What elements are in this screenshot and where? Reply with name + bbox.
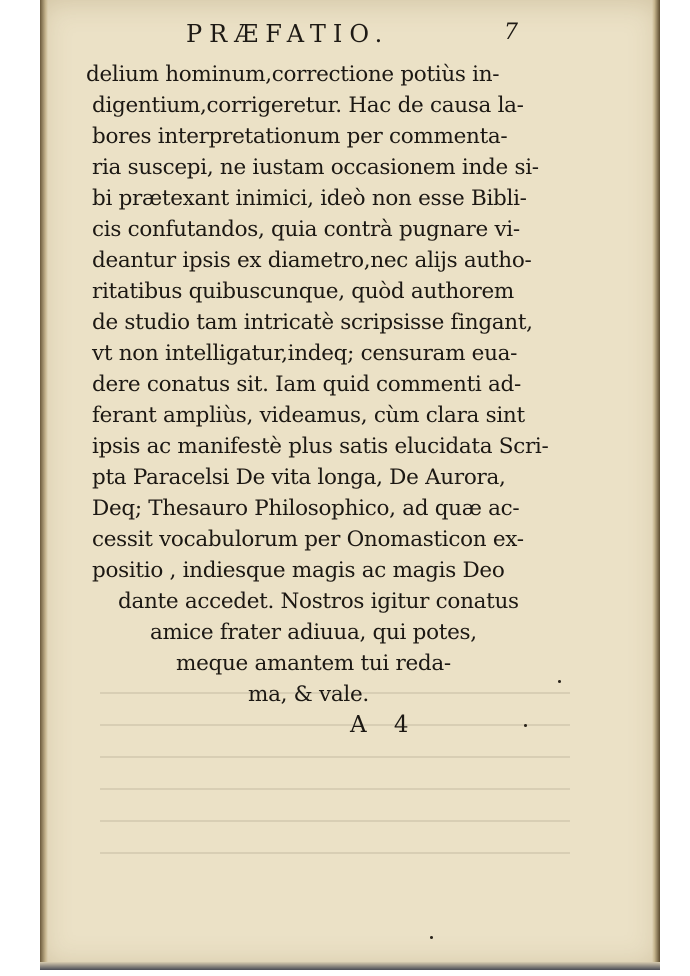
page-bottom-edge <box>40 962 660 970</box>
page-edge-left <box>40 0 48 968</box>
page-edge-right <box>652 0 660 968</box>
text-line: deantur ipsis ex diametro,nec alijs autho- <box>92 248 532 273</box>
text-line: ma, & vale. <box>248 682 369 707</box>
text-line: Deq; Thesauro Philosophico, ad quæ ac- <box>92 496 520 521</box>
paper-speck <box>558 680 561 683</box>
text-line: dere conatus sit. Iam quid commenti ad- <box>92 372 521 397</box>
text-line: bi prætexant inimici, ideò non esse Bibli- <box>92 186 527 211</box>
text-line: meque amantem tui reda- <box>176 651 451 676</box>
signature-mark: A 4 <box>350 712 419 738</box>
text-line: ria suscepi, ne iustam occasionem inde si- <box>92 155 539 180</box>
text-line: digentium,corrigeretur. Hac de causa la- <box>92 93 524 118</box>
text-line: cis confutandos, quia contrà pugnare vi- <box>92 217 520 242</box>
paper-speck <box>430 936 433 939</box>
text-line: dante accedet. Nostros igitur conatus <box>118 589 519 614</box>
running-header <box>186 20 516 60</box>
text-line: ipsis ac manifestè plus satis elucidata Scri- <box>92 434 549 459</box>
text-line: positio , indiesque magis ac magis Deo <box>92 558 505 583</box>
text-line: vt non intelligatur,indeq; censuram eua- <box>92 341 518 366</box>
text-line: pta Paracelsi De vita longa, De Aurora, <box>92 465 506 490</box>
text-line: bores interpretationum per commenta- <box>92 124 508 149</box>
page-number: 7 <box>504 20 518 45</box>
text-line: ritatibus quibuscunque, quòd authorem <box>92 279 515 304</box>
text-line: ferant ampliùs, videamus, cùm clara sint <box>92 403 525 428</box>
text-line: amice frater adiuua, qui potes, <box>150 620 477 645</box>
paper-speck <box>524 724 527 727</box>
text-line: delium hominum,correctione potiùs in- <box>86 62 500 87</box>
running-title: PRÆFATIO. <box>186 20 390 48</box>
text-line: de studio tam intricatè scripsisse fingant, <box>92 310 533 335</box>
text-line: cessit vocabulorum per Onomasticon ex- <box>92 527 524 552</box>
